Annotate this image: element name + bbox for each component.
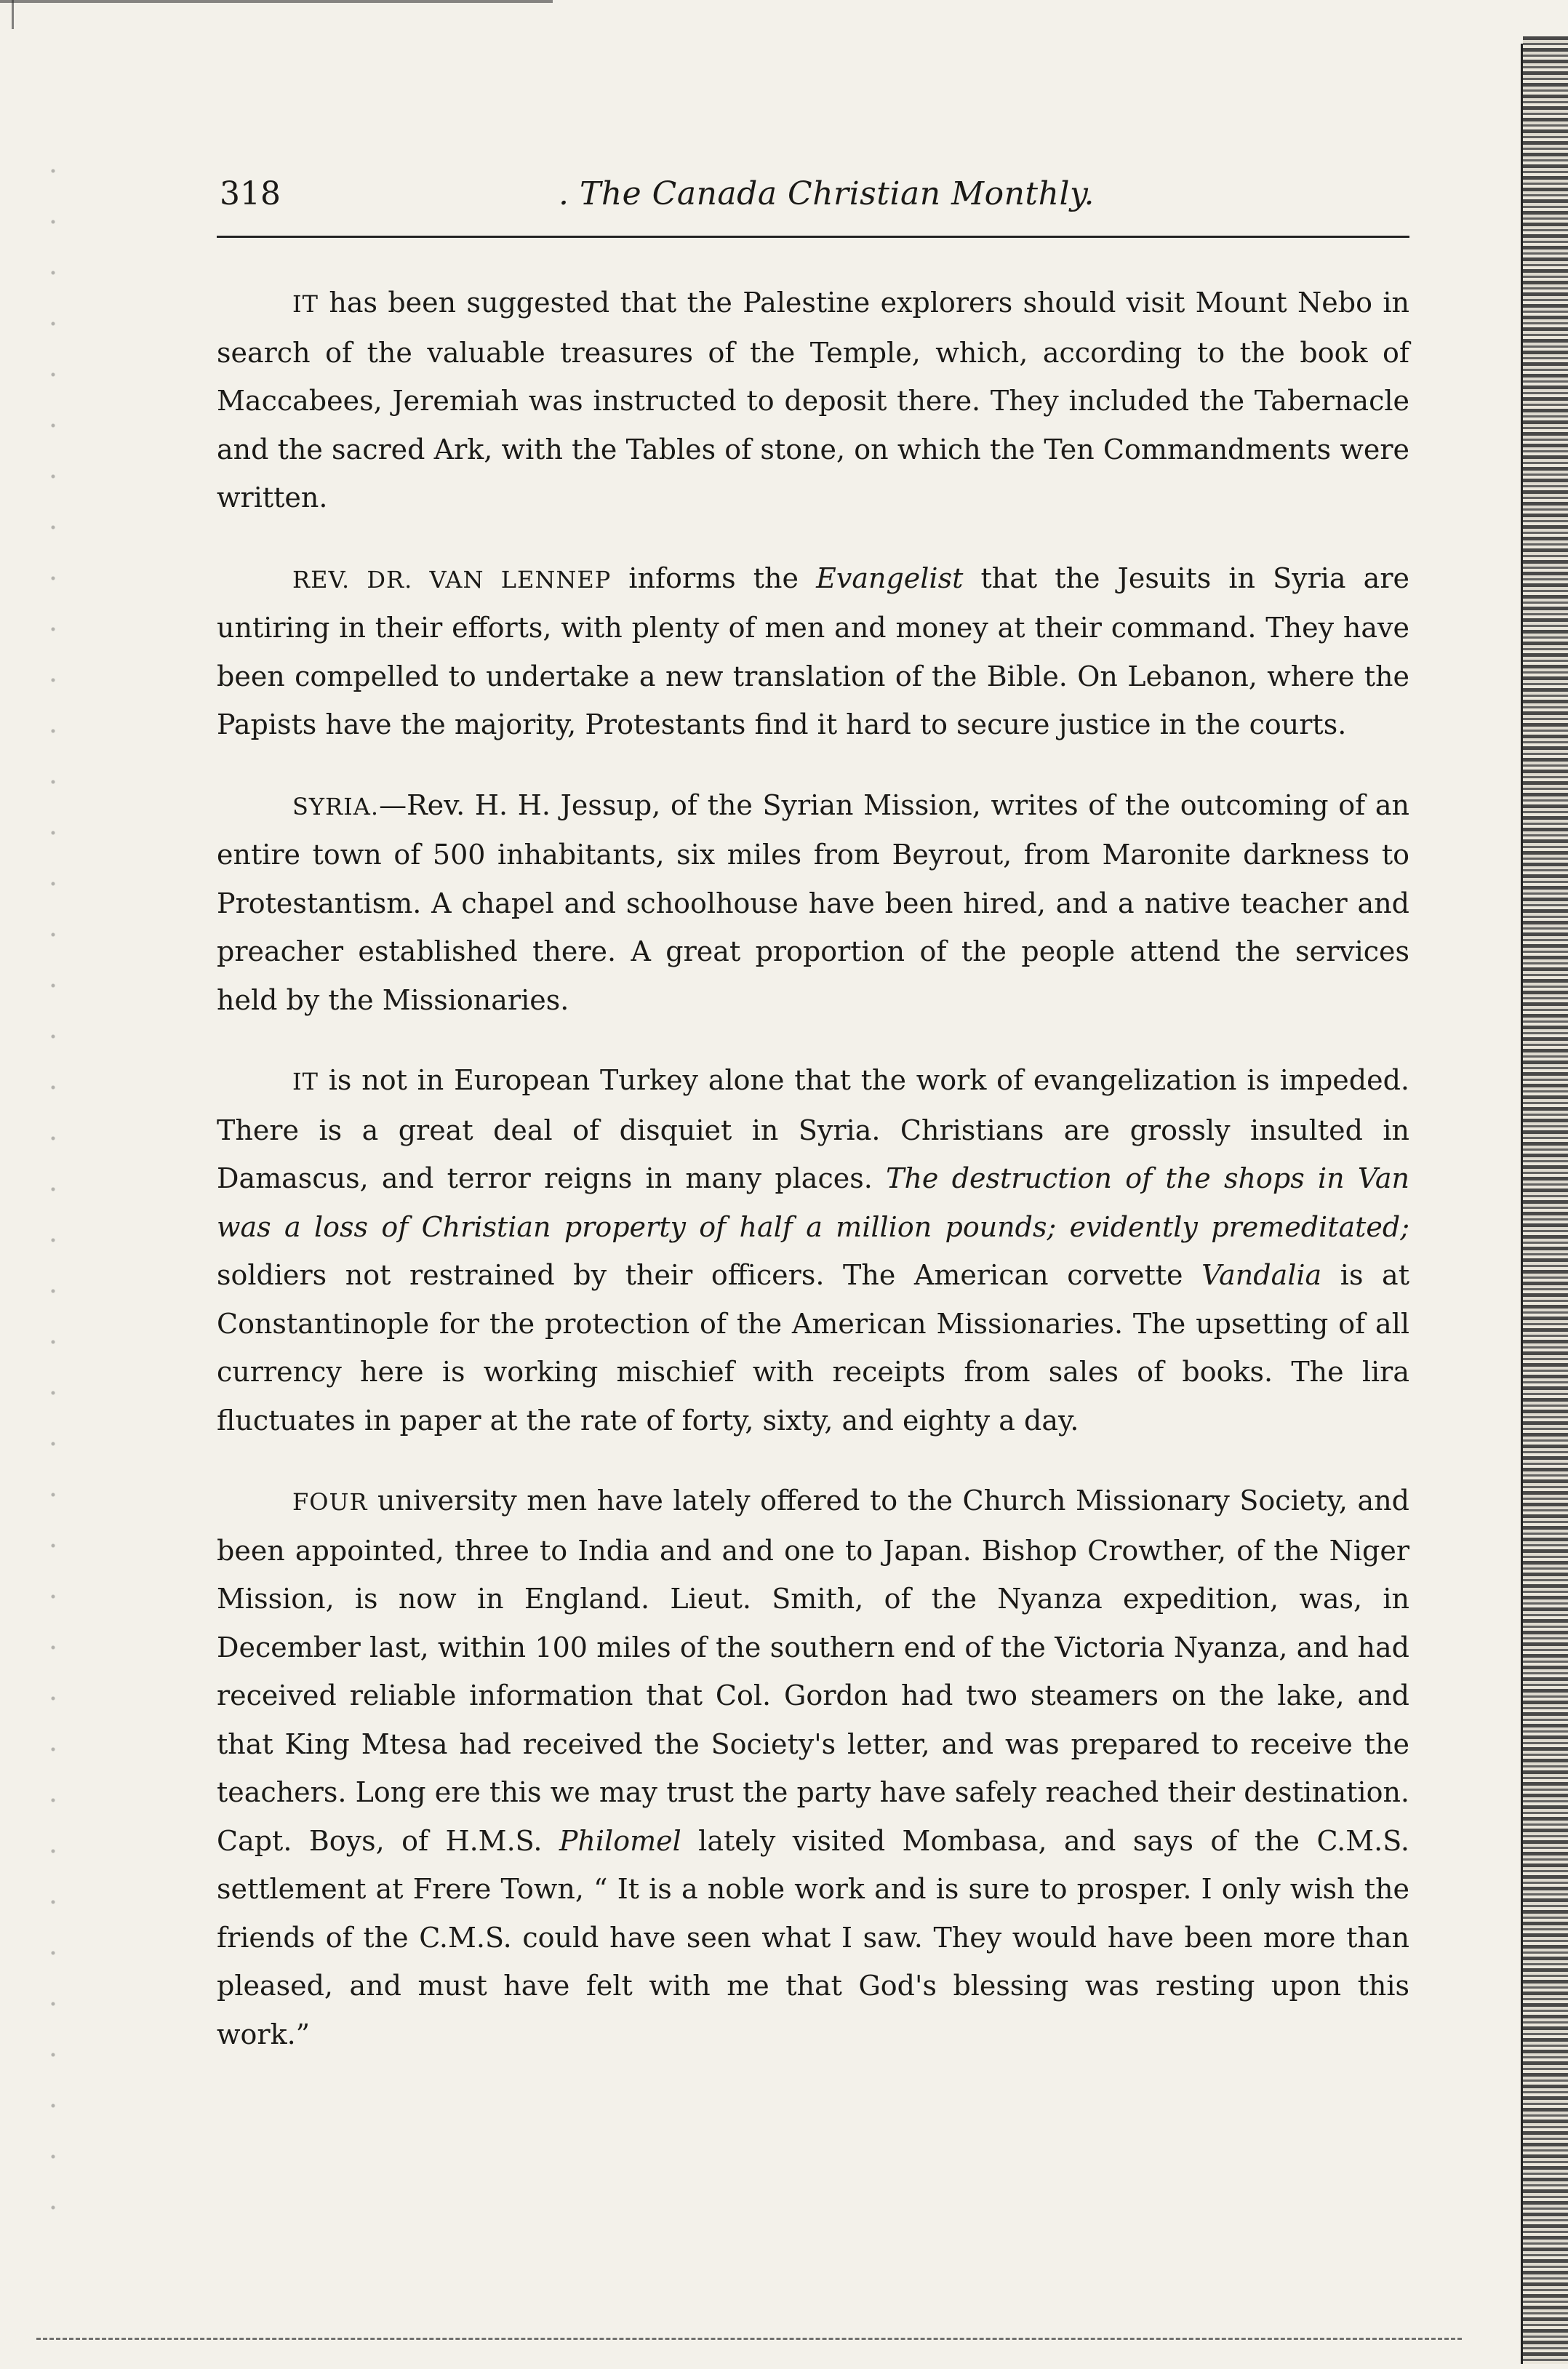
paragraph-italic: Philomel <box>559 1824 681 1857</box>
paragraph-european-turkey <box>217 1056 1409 1445</box>
header-rule <box>217 236 1409 238</box>
paragraph-text: has been suggested that the Palestine explorers should visit Mount Nebo in search of the valuable treasures of the Temple, which, according to the book of Maccabees, Jeremiah was instructed to deposit there. They included the Tabernacle and the sacred Ark, with the Tables of stone, on which the Ten Commandments were written. <box>217 287 1409 514</box>
paragraph-text: university men have lately offered to the Church Missionary Society, and been appointed, three to India and and one to Japan. Bishop Crowther, of the Niger Mission, is now in England. Lieut. Smith, of the Nyanza expedition, was, in December last, within 100 miles of the southern end of the Victoria Nyanza, and had received reliable information that Col. Gordon had two steamers on the lake, and that King Mtesa had received the Society's letter, and was prepared to receive the teachers. Long ere this we may trust the party have safely reached their destination. Capt. Boys, of H.M.S. <box>217 1485 1409 1857</box>
paragraph-text: —Rev. H. H. Jessup, of the Syrian Mission, writes of the outcoming of an entire town of 500 inhabitants, six miles from Beyrout, from Maronite darkness to Protestantism. A chapel and schoolhouse have been hired, and a native teacher and preacher established there. A great proportion of the people attend the services held by the Missionaries. <box>217 788 1409 1016</box>
paragraph-mount-nebo <box>217 279 1409 522</box>
scan-top-edge <box>0 0 553 16</box>
paragraph-text: informs the <box>611 562 817 594</box>
paragraph-text: soldiers not restrained by their officers. The American corvette <box>217 1259 1202 1291</box>
book-binding-strip <box>1523 36 1568 2364</box>
paragraph-italic: The destruction of the shops in Van was a loss of Christian property of half a million pounds; evidently premeditated; <box>217 1162 1409 1243</box>
paragraph-lead: IT <box>292 1068 319 1095</box>
paragraph-text: lately visited Mombasa, and says of the C.M.S. settlement at Frere Town, “ It is a noble work and is sure to prosper. I only wish the friends of the C.M.S. could have seen what I saw. They would have been more than pleased, and must have felt with me that God's blessing was resting upon this work.” <box>217 1824 1409 2050</box>
paragraph-lead: IT <box>292 290 319 318</box>
page-number: 318 <box>220 175 281 212</box>
paragraph-university-men <box>217 1477 1409 2058</box>
paragraph-van-lennep <box>217 554 1409 749</box>
gutter-speckle <box>42 145 64 2255</box>
paragraph-lead: SYRIA. <box>292 792 380 820</box>
paragraph-italic: Vandalia <box>1201 1259 1322 1291</box>
paragraph-italic: Evangelist <box>816 562 964 594</box>
running-title: . The Canada Christian Monthly. <box>559 175 1095 212</box>
paragraph-text: that the Jesuits in Syria are untiring in their efforts, with plenty of men and money at their command. They have been compelled to undertake a new translation of the Bible. On Lebanon, where the Papists have the majority, Protestants find it hard to secure justice in the courts. <box>217 562 1409 740</box>
paragraph-text: is not in European Turkey alone that the work of evangelization is impeded. There is a great deal of disquiet in Syria. Christians are grossly insulted in Damascus, and terror reigns in many places. <box>217 1064 1409 1194</box>
page-body <box>217 169 1409 2090</box>
paragraph-lead: FOUR <box>292 1488 368 1516</box>
running-head <box>217 169 1409 220</box>
paragraph-syria <box>217 781 1409 1025</box>
bottom-dashed-rule <box>36 2338 1462 2340</box>
paragraph-lead: REV. DR. VAN LENNEP <box>292 565 612 594</box>
paragraph-text: is at Constantinople for the protection of the American Missionaries. The upsetting of all currency here is working mischief with receipts from sales of books. The lira fluctuates in paper at the rate of forty, sixty, and eighty a day. <box>217 1259 1409 1437</box>
scan-left-tick <box>12 0 14 29</box>
